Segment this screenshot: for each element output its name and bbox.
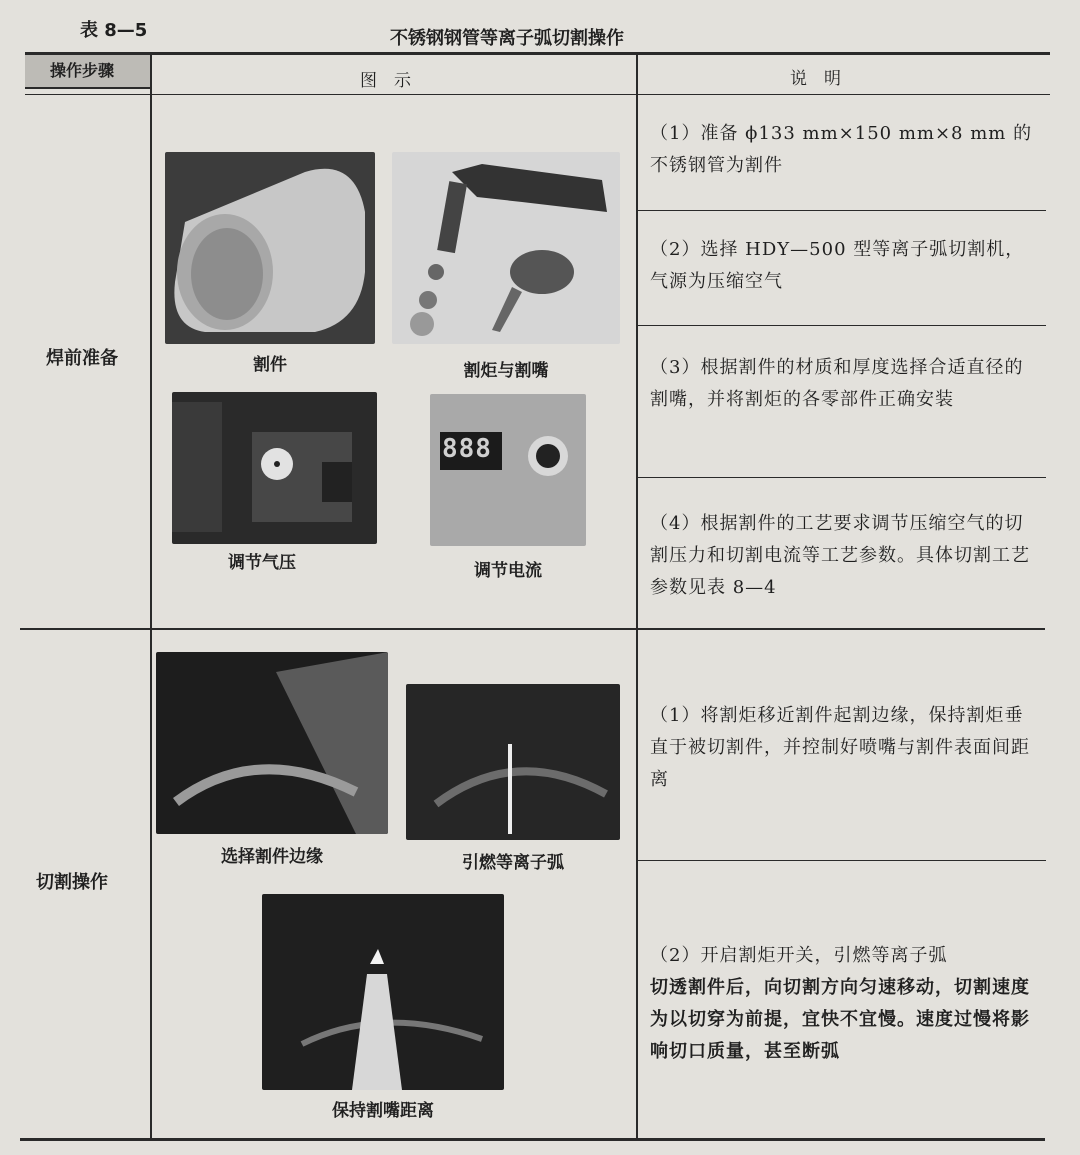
caption-current: 调节电流: [474, 561, 542, 581]
torch-photo: [392, 152, 620, 344]
header-step: 操作步骤: [50, 61, 115, 80]
caption-workpiece: 割件: [253, 355, 287, 375]
ignite-photo: [406, 684, 620, 840]
caption-torch: 割炬与割嘴: [463, 361, 549, 381]
prep-item-4: （4）根据割件的工艺要求调节压缩空气的切割压力和切割电流等工艺参数。具体切割工艺参数见表 8—4: [650, 513, 1030, 598]
table-title: 不锈钢钢管等离子弧切割操作: [390, 28, 624, 49]
pressure-photo: [172, 392, 377, 544]
col-divider-1: [150, 55, 152, 1140]
desc-sep-4: [638, 860, 1046, 861]
section-divider: [20, 628, 1045, 630]
table-number: 表 8—5: [80, 20, 148, 41]
current-photo: [430, 394, 586, 546]
caption-pressure: 调节气压: [228, 553, 296, 573]
caption-ignite: 引燃等离子弧: [462, 853, 564, 873]
prep-item-2: （2）选择 HDY—500 型等离子弧切割机，气源为压缩空气: [650, 239, 1025, 292]
header-desc: 说 明: [790, 69, 841, 89]
prep-item-1: （1）准备 ϕ133 mm×150 mm×8 mm 的不锈钢管为割件: [650, 123, 1033, 176]
col-divider-2: [636, 55, 638, 1140]
prep-item-3: （3）根据割件的材质和厚度选择合适直径的割嘴，并将割炬的各零部件正确安装: [650, 357, 1024, 410]
caption-distance: 保持割嘴距离: [332, 1101, 434, 1121]
cut-item-1: （1）将割炬移近割件起割边缘，保持割炬垂直于被切割件，并控制好喷嘴与割件表面间距离: [650, 705, 1030, 790]
bottom-rule: [20, 1138, 1045, 1141]
desc-sep-3: [638, 477, 1046, 478]
top-rule: [25, 52, 1050, 55]
workpiece-photo: [165, 152, 375, 344]
meter-display: 888: [442, 434, 492, 464]
step-cut-label: 切割操作: [36, 872, 108, 893]
desc-sep-2: [638, 325, 1046, 326]
edge-photo: [156, 652, 388, 834]
step-prep-label: 焊前准备: [46, 348, 118, 369]
header-rule: [25, 94, 1050, 95]
step-header-rule: [25, 87, 150, 89]
cut-item-2: （2）开启割炬开关，引燃等离子弧: [650, 945, 948, 966]
caption-edge: 选择割件边缘: [221, 847, 323, 867]
cut-item-2-detail: 切透割件后，向切割方向匀速移动，切割速度为以切穿为前提，宜快不宜慢。速度过慢将影响切口质量，甚至断弧: [650, 977, 1030, 1062]
desc-sep-1: [638, 210, 1046, 211]
distance-photo: [262, 894, 504, 1090]
header-figure: 图 示: [360, 71, 411, 91]
